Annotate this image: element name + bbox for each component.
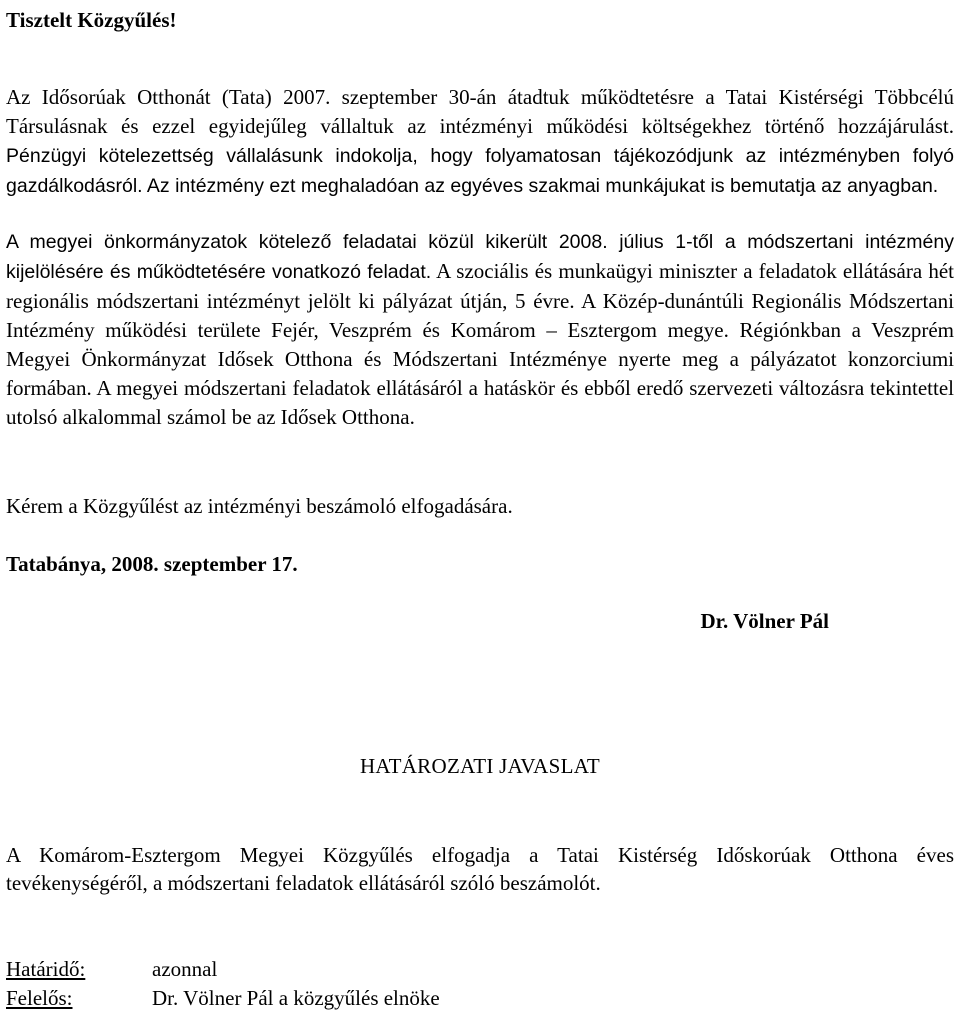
paragraph-methodology-intro: A megyei önkormányzatok kötelező feladatai közül kikerült 2008. július 1-től a módszertani intézmény kijelölésére és működtetésére vonatkozó feladat. [6,231,954,283]
request-text: Kérem a Közgyűlést az intézményi beszámoló elfogadására. [6,494,513,518]
deadline-value: azonnal [152,957,218,981]
deadline-label: Határidő: [6,957,86,981]
paragraph-finance-text: Pénzügyi kötelezettség vállalásunk indokolja, hogy folyamatosan tájékozódjunk az intézményben folyó gazdálkodásról. Az intézmény ezt meghaladóan az egyéves szakmai munkájukat is bemutatja az anyagban. [6,145,954,197]
deadline-row [6,955,217,983]
signer-name: Dr. Völner Pál [700,609,829,633]
responsible-row [6,984,440,1012]
resolution-heading: HATÁROZATI JAVASLAT [359,754,601,778]
paragraph-handover-text: Az Idősorúak Otthonát (Tata) 2007. szeptember 30-án átadtuk működtetésre a Tatai Kistérségi Többcélú Társulásnak és ezzel egyidejűleg vállaltuk az intézményi működési költségekhez történő hozzájárulást. [6,85,954,138]
resolution-text: A Komárom-Esztergom Megyei Közgyűlés elfogadja a Tatai Kistérség Időskorúak Otthona éves tevékenységéről, a módszertani feladatok ellátásáról szóló beszámolót. [6,843,954,895]
responsible-label: Felelős: [6,986,73,1010]
paragraph-methodology [6,227,954,432]
salutation: Tisztelt Közgyűlés! [6,8,177,32]
paragraph-methodology-text: A szociális és munkaügyi miniszter a feladatok ellátására hét regionális módszertani intézményt jelölt ki pályázat útján, 5 évre. A Közép-dunántúli Regionális Módszertani Intézmény működési területe Fejér, Veszprém és Komárom – Esztergom megye. Régiónkban a Veszprém Megyei Önkormányzat Idősek Otthona és Módszertani Intézménye nyerte meg a pályázatot konzorciumi formában. A megyei módszertani feladatok ellátásáról a hatáskör és ebből eredő szervezeti változásra tekintettel utolsó alkalommal számol be az Idősek Otthona. [6,259,954,429]
place-date: Tatabánya, 2008. szeptember 17. [6,552,298,576]
responsible-value: Dr. Völner Pál a közgyűlés elnöke [152,986,440,1010]
paragraph-handover [6,83,954,201]
